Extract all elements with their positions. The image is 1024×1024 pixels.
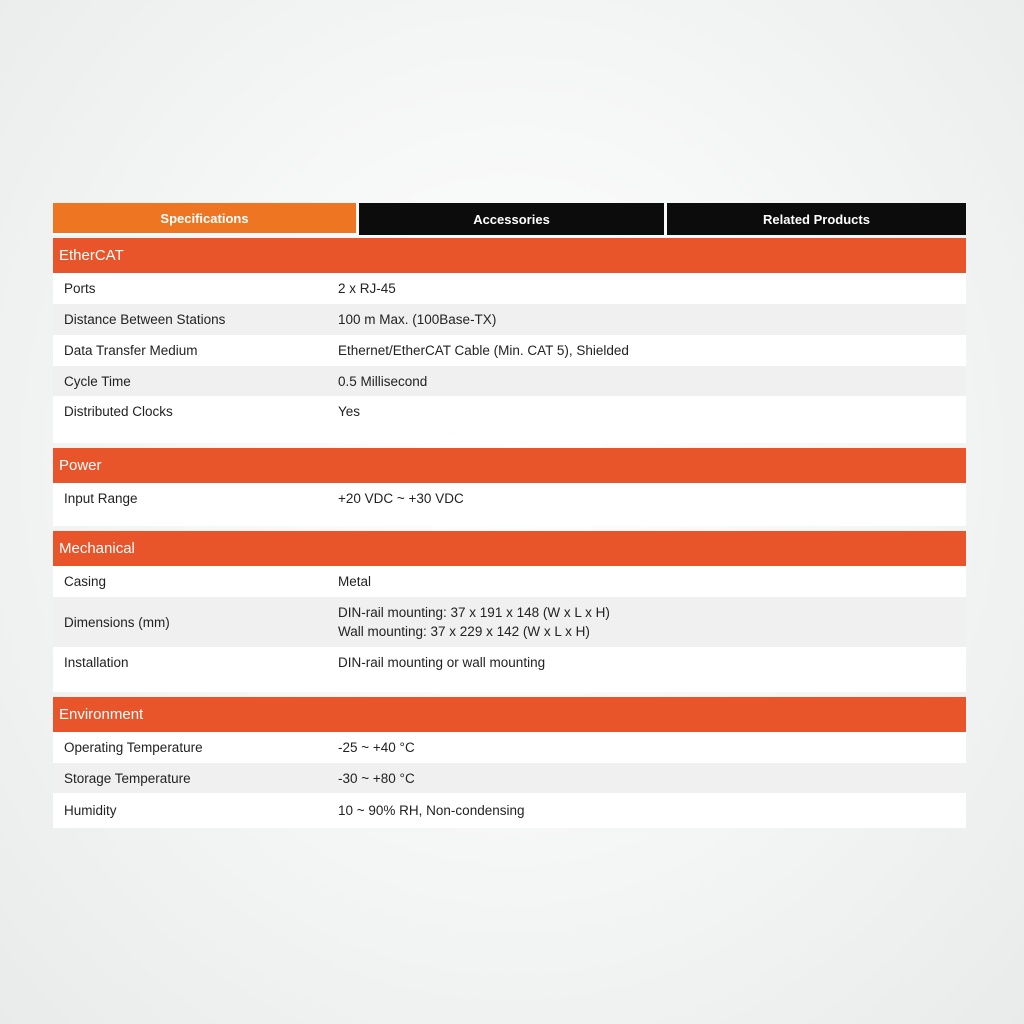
section-spacer	[53, 678, 966, 692]
spec-value-line-din-rail: DIN-rail mounting: 37 x 191 x 148 (W x L x H)	[338, 605, 610, 620]
spec-value: 0.5 Millisecond	[338, 373, 428, 389]
spec-value: Metal	[338, 574, 372, 589]
spec-value: +20 VDC ~ +30 VDC	[338, 491, 464, 506]
spec-value: 2 x RJ-45	[338, 281, 396, 296]
spec-row-medium	[53, 335, 966, 366]
spec-value: Yes	[338, 404, 361, 419]
spec-label: Installation	[64, 655, 129, 670]
section-header-environment: Environment	[53, 697, 966, 732]
spec-row-operating-temperature	[53, 732, 966, 763]
spec-label: Data Transfer Medium	[64, 343, 198, 358]
spec-label: Distributed Clocks	[64, 404, 173, 419]
section-spacer	[53, 427, 966, 443]
spec-row-humidity	[53, 793, 966, 828]
spec-value-line-wall: Wall mounting: 37 x 229 x 142 (W x L x H)	[338, 624, 590, 639]
spec-row-distance	[53, 304, 966, 335]
section-mechanical	[53, 531, 966, 692]
section-spacer	[53, 514, 966, 526]
spec-value: -30 ~ +80 °C	[338, 770, 415, 786]
spec-label: Humidity	[64, 803, 117, 818]
spec-row-distributed-clocks	[53, 396, 966, 427]
spec-row-casing	[53, 566, 966, 597]
spec-label: Dimensions (mm)	[64, 614, 170, 630]
spec-label: Ports	[64, 281, 96, 296]
tab-bar	[53, 203, 966, 235]
spec-value: DIN-rail mounting or wall mounting	[338, 655, 546, 670]
spec-label: Casing	[64, 574, 107, 589]
spec-label: Input Range	[64, 491, 138, 506]
spec-label: Cycle Time	[64, 373, 131, 389]
section-ethercat	[53, 238, 966, 443]
spec-value: -25 ~ +40 °C	[338, 740, 415, 755]
specifications-content	[53, 238, 966, 828]
spec-value	[338, 603, 966, 641]
spec-row-installation	[53, 647, 966, 678]
product-tab-panel	[53, 203, 966, 828]
section-power	[53, 448, 966, 526]
spec-value: Ethernet/EtherCAT Cable (Min. CAT 5), Shielded	[338, 343, 629, 358]
spec-value: 10 ~ 90% RH, Non-condensing	[338, 803, 525, 818]
spec-row-storage-temperature	[53, 763, 966, 793]
spec-label: Storage Temperature	[64, 770, 191, 786]
spec-label: Operating Temperature	[64, 740, 203, 755]
section-header-mechanical: Mechanical	[53, 531, 966, 566]
section-header-ethercat: EtherCAT	[53, 238, 966, 273]
spec-row-dimensions	[53, 597, 966, 647]
tab-accessories[interactable]: Accessories	[359, 203, 664, 235]
spec-row-ports	[53, 273, 966, 304]
section-environment	[53, 697, 966, 828]
spec-row-cycle-time	[53, 366, 966, 396]
tab-specifications[interactable]: Specifications	[53, 203, 356, 235]
spec-row-input-range	[53, 483, 966, 514]
section-header-power: Power	[53, 448, 966, 483]
spec-label: Distance Between Stations	[64, 312, 226, 327]
tab-related-products[interactable]: Related Products	[667, 203, 966, 235]
spec-value: 100 m Max. (100Base-TX)	[338, 312, 497, 327]
